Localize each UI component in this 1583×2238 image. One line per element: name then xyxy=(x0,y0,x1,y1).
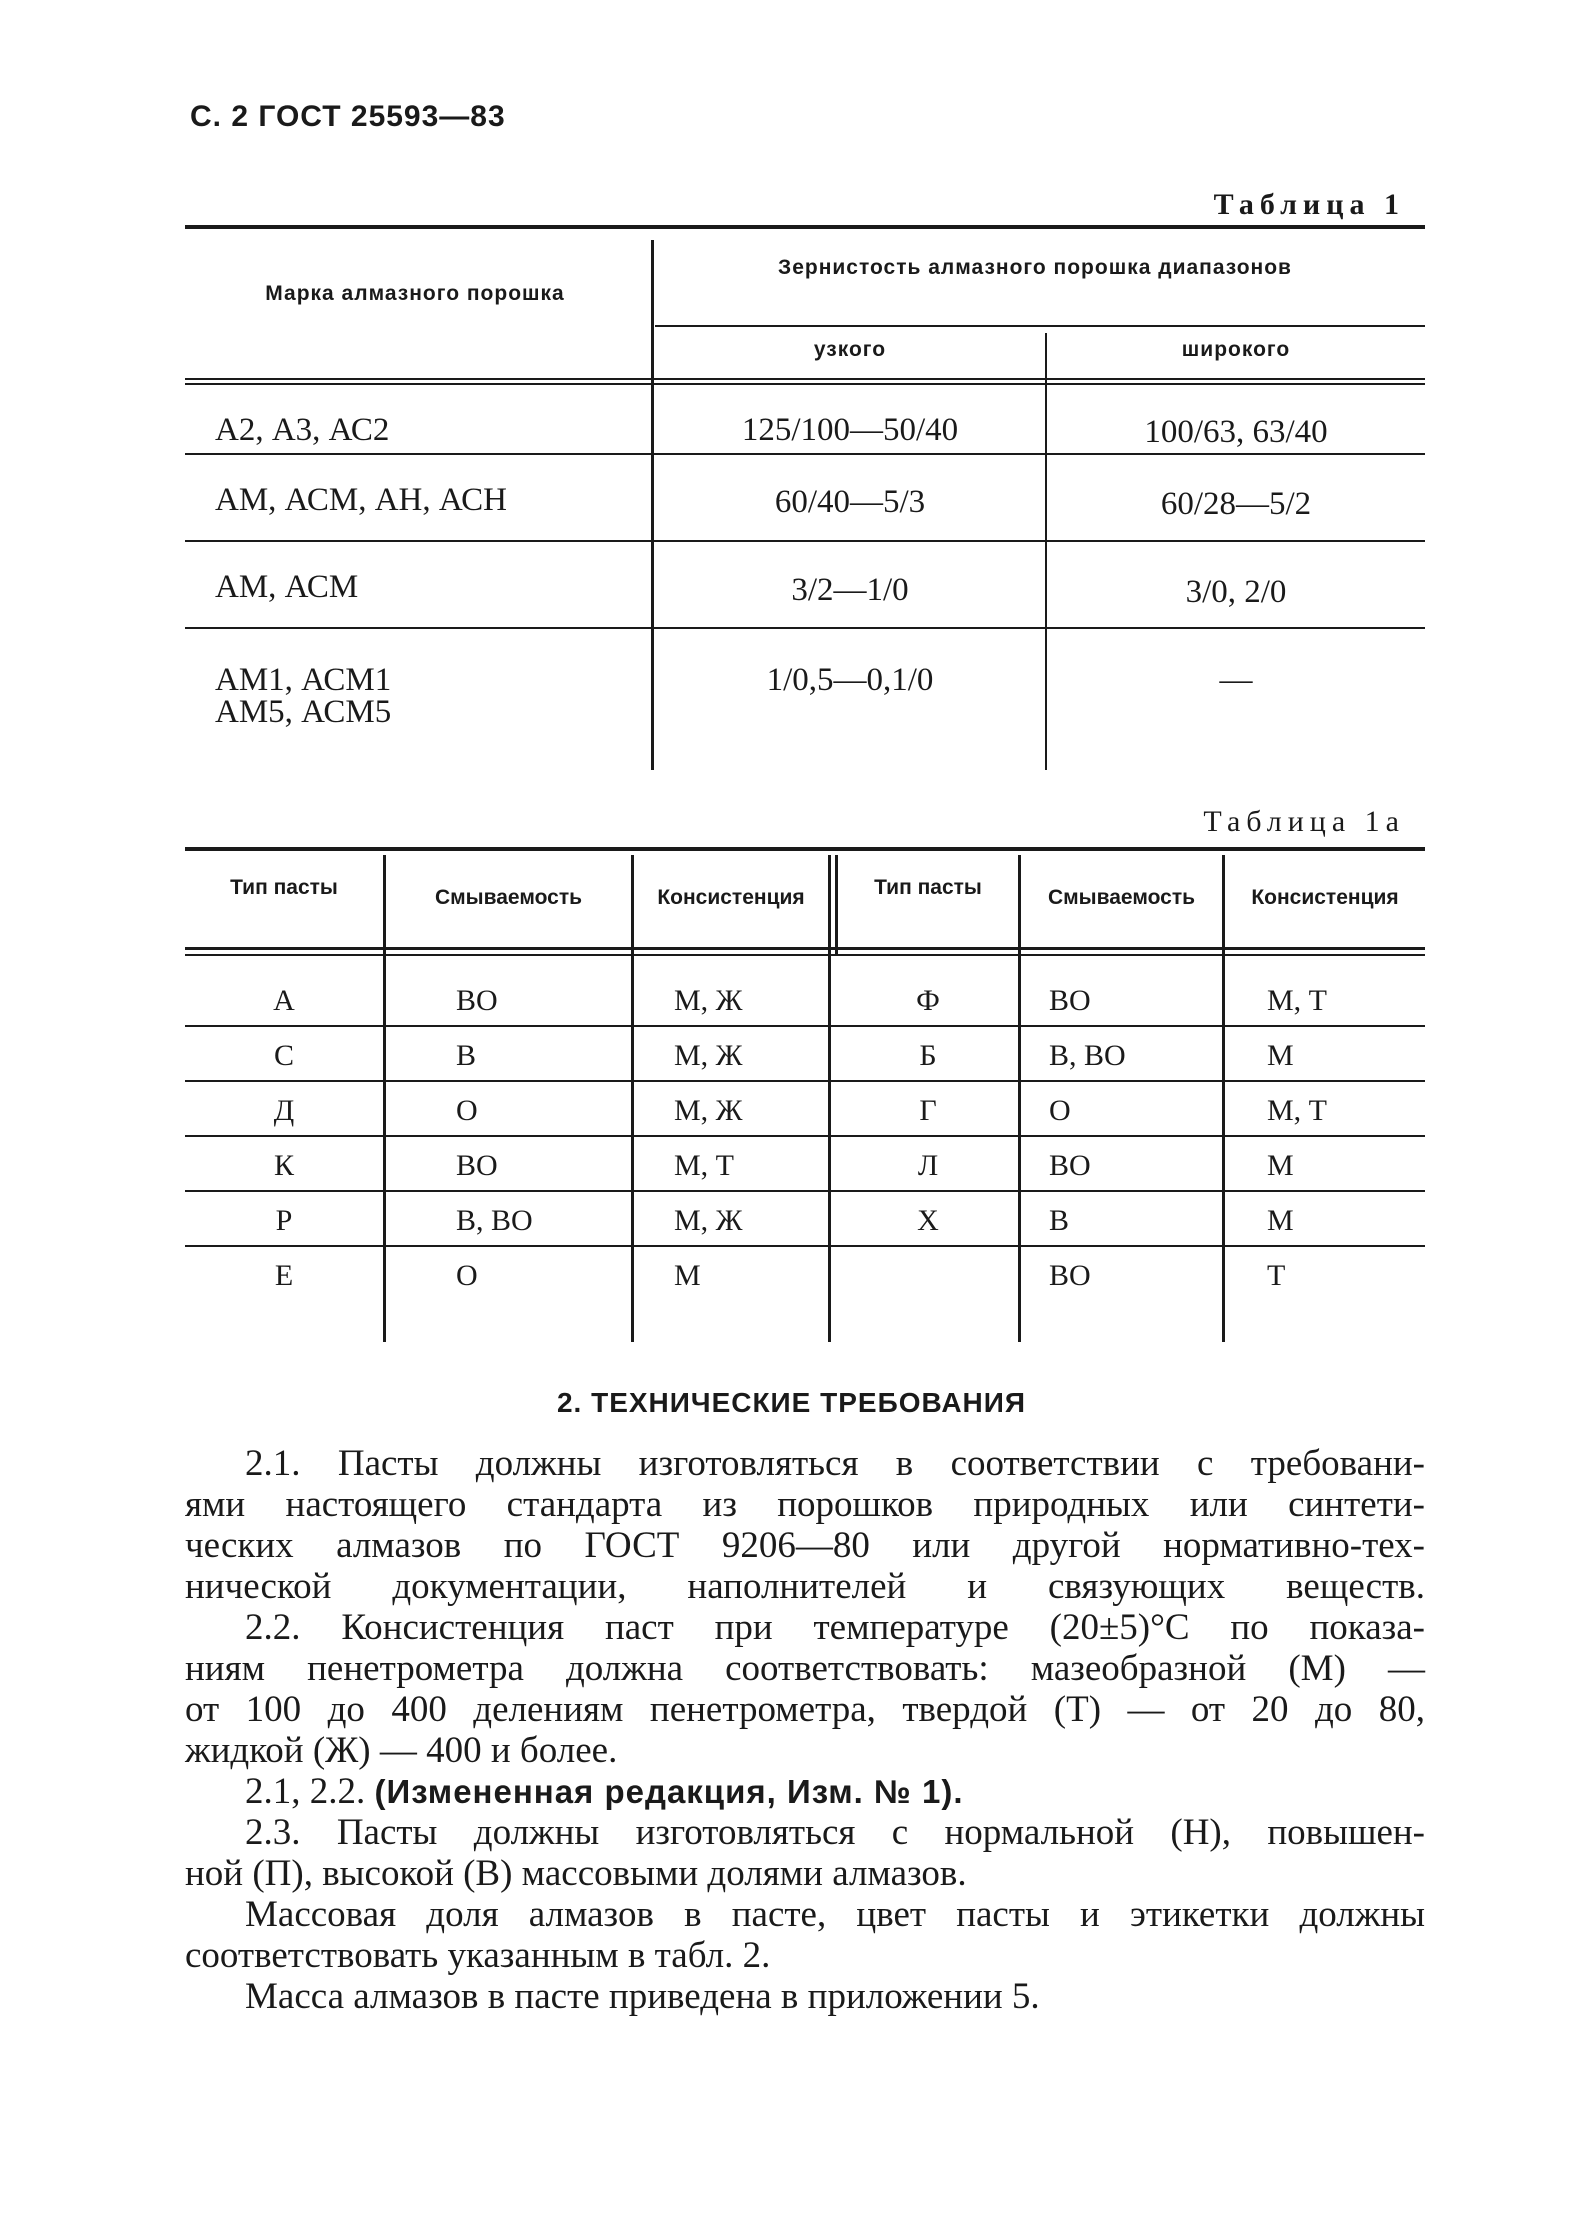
table1a-row-rule xyxy=(185,1190,1425,1192)
table1a-row-rule xyxy=(185,1135,1425,1137)
text-line: Масса алмазов в пасте приведена в приложении 5. xyxy=(245,1976,1040,2017)
table1a-cell: Р xyxy=(275,1204,293,1237)
text-line: ной (П), высокой (В) массовыми долями алмазов. xyxy=(185,1853,967,1894)
table1-cell: 125/100—50/40 xyxy=(741,412,959,448)
table1a-cell: М, Ж xyxy=(674,1039,743,1072)
table1-cell: АМ1, АСМ1 xyxy=(215,662,392,698)
table1-cell: АМ5, АСМ5 xyxy=(215,694,392,730)
table1a-cell: ВО xyxy=(1049,1149,1091,1182)
table1a-top-rule xyxy=(185,847,1425,851)
table1a-cell: М xyxy=(1267,1039,1294,1072)
table1a-cell: ВО xyxy=(456,1149,498,1182)
text-line: жидкой (Ж) — 400 и более. xyxy=(185,1730,618,1771)
table1 xyxy=(185,225,1425,770)
table1a-header: Тип пасты xyxy=(874,876,982,899)
table1-group-rule xyxy=(655,325,1425,327)
table1a-cell: Л xyxy=(917,1149,939,1182)
table1a-caption: Таблица 1а xyxy=(1203,805,1405,838)
text-line xyxy=(185,1771,1425,1812)
table1-col-wide: широкого xyxy=(1181,338,1291,361)
table1-top-rule xyxy=(185,225,1425,229)
table1-divider xyxy=(651,240,654,770)
table1a-row-rule xyxy=(185,1245,1425,1247)
table1-caption: Таблица 1 xyxy=(1213,188,1405,221)
table1a-cell: О xyxy=(456,1094,478,1127)
paragraph-2-1 xyxy=(185,1443,1425,1607)
table1a-cell: Х xyxy=(917,1204,939,1237)
table1a-header: Консистенция xyxy=(657,886,805,909)
table1-cell: 60/40—5/3 xyxy=(774,484,926,520)
table1a-cell: В xyxy=(456,1039,477,1072)
table1-row-rule xyxy=(185,453,1425,455)
table1a xyxy=(185,847,1425,1342)
table1a-cell: М, Ж xyxy=(674,1204,743,1237)
table1-cell: А2, А3, АС2 xyxy=(215,412,390,448)
table1a-header: Смываемость xyxy=(434,886,583,909)
table1a-cell: А xyxy=(273,984,295,1017)
table1a-cell: М, Т xyxy=(1267,984,1327,1017)
text-line: ями настоящего стандарта из порошков природных или синтети- xyxy=(185,1484,1425,1525)
table1a-header: Смываемость xyxy=(1047,886,1196,909)
table1a-cell: О xyxy=(1049,1094,1071,1127)
text-line: соответствовать указанным в табл. 2. xyxy=(185,1935,771,1976)
paragraph-2-3 xyxy=(185,1812,1425,1894)
table1a-cell: ВО xyxy=(1049,984,1091,1017)
table1-cell: АМ, АСМ, АН, АСН xyxy=(215,482,507,518)
table1-head-rule xyxy=(185,383,1425,385)
paragraph-amendment xyxy=(185,1771,1425,1812)
table1a-cell: Т xyxy=(1267,1259,1286,1292)
paragraph-appendix xyxy=(185,1976,1425,2017)
table1a-cell: ВО xyxy=(456,984,498,1017)
table1a-cell: Б xyxy=(919,1039,937,1072)
table1a-cell: М, Ж xyxy=(674,1094,743,1127)
table1-cell: 1/0,5—0,1/0 xyxy=(766,662,934,698)
table1a-cell: Ф xyxy=(916,984,940,1017)
table1-divider xyxy=(1045,333,1047,770)
table1a-cell: М xyxy=(1267,1149,1294,1182)
table1a-header: Консистенция xyxy=(1251,886,1399,909)
table1-col-narrow: узкого xyxy=(813,338,887,361)
table1a-cell: М, Ж xyxy=(674,984,743,1017)
table1-cell: 100/63, 63/40 xyxy=(1144,414,1328,450)
table1a-header: Тип пасты xyxy=(230,876,338,899)
table1-cell: 3/0, 2/0 xyxy=(1185,574,1287,610)
table1-col-mark: Марка алмазного порошка xyxy=(265,282,565,305)
table1-row-rule xyxy=(185,627,1425,629)
amendment-note: (Измененная редакция, Изм. № 1). xyxy=(374,1773,964,1810)
table1a-divider xyxy=(1222,855,1225,1342)
table1a-divider xyxy=(631,855,634,1342)
table1a-cell: К xyxy=(273,1149,294,1182)
text-line: нической документации, наполнителей и связующих веществ. xyxy=(185,1566,1425,1607)
table1a-divider xyxy=(835,855,838,955)
paragraph-mass xyxy=(185,1894,1425,1976)
table1-head-rule xyxy=(185,378,1425,380)
table1-cell: — xyxy=(1219,662,1253,698)
table1a-head-rule xyxy=(185,947,1425,950)
table1a-cell: В xyxy=(1049,1204,1070,1237)
text-line: от 100 до 400 делениям пенетрометра, твердой (Т) — от 20 до 80, xyxy=(185,1689,1425,1730)
table1a-cell: В, ВО xyxy=(1049,1039,1126,1072)
table1a-divider xyxy=(383,855,386,1342)
paragraph-2-2 xyxy=(185,1607,1425,1771)
page-header: С. 2 ГОСТ 25593—83 xyxy=(190,100,506,133)
table1a-cell: М xyxy=(1267,1204,1294,1237)
text-line: ниям пенетрометра должна соответствовать: мазеобразной (М) — xyxy=(185,1648,1425,1689)
table1a-cell: Е xyxy=(274,1259,294,1292)
table1-cell: 3/2—1/0 xyxy=(791,572,909,608)
table1a-cell: М, Т xyxy=(674,1149,734,1182)
text-line: 2.3. Пасты должны изготовляться с нормальной (Н), повышен- xyxy=(245,1812,1425,1853)
table1a-divider xyxy=(828,855,831,1342)
table1-cell: 60/28—5/2 xyxy=(1160,486,1312,522)
table1-row-rule xyxy=(185,540,1425,542)
table1a-cell: С xyxy=(273,1039,294,1072)
table1a-row-rule xyxy=(185,1080,1425,1082)
table1a-cell: ВО xyxy=(1049,1259,1091,1292)
table1a-cell: В, ВО xyxy=(456,1204,533,1237)
table1a-row-rule xyxy=(185,1025,1425,1027)
table1-cell: АМ, АСМ xyxy=(215,569,359,605)
amendment-ref: 2.1, 2.2. xyxy=(245,1771,366,1812)
table1a-cell: Г xyxy=(919,1094,937,1127)
section-title: 2. ТЕХНИЧЕСКИЕ ТРЕБОВАНИЯ xyxy=(556,1387,1027,1418)
text-line: 2.1. Пасты должны изготовляться в соответствии с требовани- xyxy=(245,1443,1425,1484)
table1a-divider xyxy=(1018,855,1021,1342)
text-line: Массовая доля алмазов в пасте, цвет пасты и этикетки должны xyxy=(245,1894,1425,1935)
table1a-cell: М xyxy=(674,1259,701,1292)
table1a-cell: О xyxy=(456,1259,478,1292)
table1a-cell: Д xyxy=(273,1094,295,1127)
text-line: 2.2. Консистенция паст при температуре (20±5)°С по показа- xyxy=(245,1607,1425,1648)
table1a-head-rule xyxy=(185,954,1425,956)
table1a-cell: М, Т xyxy=(1267,1094,1327,1127)
table1-col-group: Зернистость алмазного порошка диапазонов xyxy=(778,256,1292,279)
text-line: ческих алмазов по ГОСТ 9206—80 или другой нормативно-тех- xyxy=(185,1525,1425,1566)
